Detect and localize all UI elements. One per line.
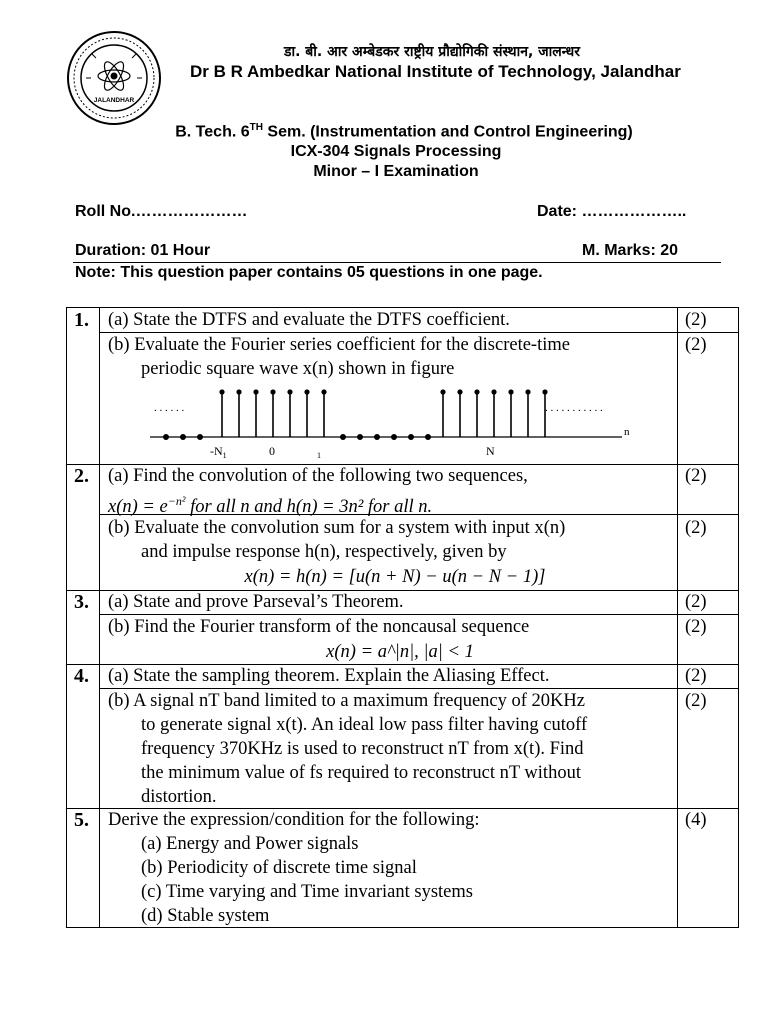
question-number: 2. (74, 465, 89, 487)
question-number: 5. (74, 809, 89, 831)
question-5-item: (d) Stable system (141, 906, 270, 926)
sample-one (457, 389, 462, 394)
exam-title: Minor – I Examination (313, 163, 479, 180)
sample-one (440, 389, 445, 394)
question-5-item: (b) Periodicity of discrete time signal (141, 858, 417, 878)
sample-one (270, 389, 275, 394)
question-5-item: (c) Time varying and Time invariant systems (141, 882, 473, 902)
sample-one (236, 389, 241, 394)
institute-name: Dr B R Ambedkar National Institute of Technology, Jalandhar (190, 62, 681, 81)
square-wave-figure (150, 385, 640, 460)
question-4b-line1: (b) A signal nT band limited to a maximum frequency of 20KHz (108, 691, 585, 711)
question-3a: (a) State and prove Parseval’s Theorem. (108, 592, 404, 612)
question-number: 4. (74, 665, 89, 687)
institute-logo (66, 30, 162, 126)
question-4b-line3: frequency 370KHz is used to reconstruct nT from x(t). Find (141, 739, 584, 759)
note: Note: This question paper contains 05 questions in one page. (75, 264, 543, 281)
sample-one (253, 389, 258, 394)
question-1a: (a) State the DTFS and evaluate the DTFS coefficient. (108, 310, 510, 330)
sample-one (304, 389, 309, 394)
question-5-item: (a) Energy and Power signals (141, 834, 359, 854)
roll-number-field: Roll No.………………… (75, 203, 248, 220)
sample-one (491, 389, 496, 394)
question-2a-line1: (a) Find the convolution of the following two sequences, (108, 466, 528, 486)
question-3b-equation: x(n) = a^|n|, |a| < 1 (326, 642, 474, 662)
label-N: N (486, 444, 495, 458)
table-border-right (738, 307, 739, 928)
question-5-intro: Derive the expression/condition for the following: (108, 810, 480, 830)
sample-one (321, 389, 326, 394)
marks-4b: (2) (685, 691, 707, 711)
sample-one (219, 389, 224, 394)
marks-2a: (2) (685, 466, 707, 486)
question-number: 1. (74, 309, 89, 331)
sample-one (287, 389, 292, 394)
question-4b-line4: the minimum value of fs required to reconstruct nT without (141, 763, 581, 783)
sample-one (508, 389, 513, 394)
max-marks: M. Marks: 20 (582, 242, 679, 259)
question-4a: (a) State the sampling theorem. Explain the Aliasing Effect. (108, 666, 550, 686)
marks-3a: (2) (685, 592, 707, 612)
table-col-divider (99, 307, 100, 928)
label-n-axis: n (624, 426, 630, 438)
course-line: B. Tech. 6TH Sem. (Instrumentation and Control Engineering) (175, 122, 633, 141)
marks-2b: (2) (685, 518, 707, 538)
subject-line: ICX-304 Signals Processing (290, 143, 502, 160)
question-2b-equation: x(n) = h(n) = [u(n + N) − u(n − N − 1)] (244, 567, 546, 587)
sample-one (474, 389, 479, 394)
label-neg-n1: $-N_1$ (210, 444, 227, 460)
question-1b-line2: periodic square wave x(n) shown in figure (141, 359, 455, 379)
marks-1b: (2) (685, 335, 707, 355)
dots-left: . . . . . . (154, 402, 185, 414)
header-divider (73, 262, 721, 263)
sample-one (525, 389, 530, 394)
question-number: 3. (74, 591, 89, 613)
question-1b-line1: (b) Evaluate the Fourier series coefficient for the discrete-time (108, 335, 570, 355)
marks-1a: (2) (685, 310, 707, 330)
label-n1: 1 (317, 451, 321, 460)
sample-one (542, 389, 547, 394)
question-2a-line2: $x(n) = e^{-n^2}$ for all n and h(n) = 3n² for all n. (108, 494, 433, 518)
question-3b-line1: (b) Find the Fourier transform of the noncausal sequence (108, 617, 530, 637)
marks-3b: (2) (685, 617, 707, 637)
table-border-left (66, 307, 67, 928)
label-zero: 0 (269, 444, 275, 458)
question-2b-line2: and impulse response h(n), respectively, given by (141, 542, 507, 562)
marks-5: (4) (685, 810, 707, 830)
logo-text: JALANDHAR (93, 97, 135, 104)
institute-name-hindi: डा. बी. आर अम्बेडकर राष्ट्रीय प्रौद्योगिकी संस्थान, जालन्धर (284, 44, 580, 60)
date-field: Date: ……………….. (537, 203, 687, 220)
dots-right: . . . . . . . . . . . (545, 402, 603, 414)
question-4b-line2: to generate signal x(t). An ideal low pass filter having cutoff (141, 715, 588, 735)
marks-4a: (2) (685, 666, 707, 686)
question-4b-line5: distortion. (141, 787, 217, 807)
question-2b-line1: (b) Evaluate the convolution sum for a system with input x(n) (108, 518, 566, 538)
duration: Duration: 01 Hour (75, 242, 211, 259)
table-col-divider (677, 307, 678, 928)
